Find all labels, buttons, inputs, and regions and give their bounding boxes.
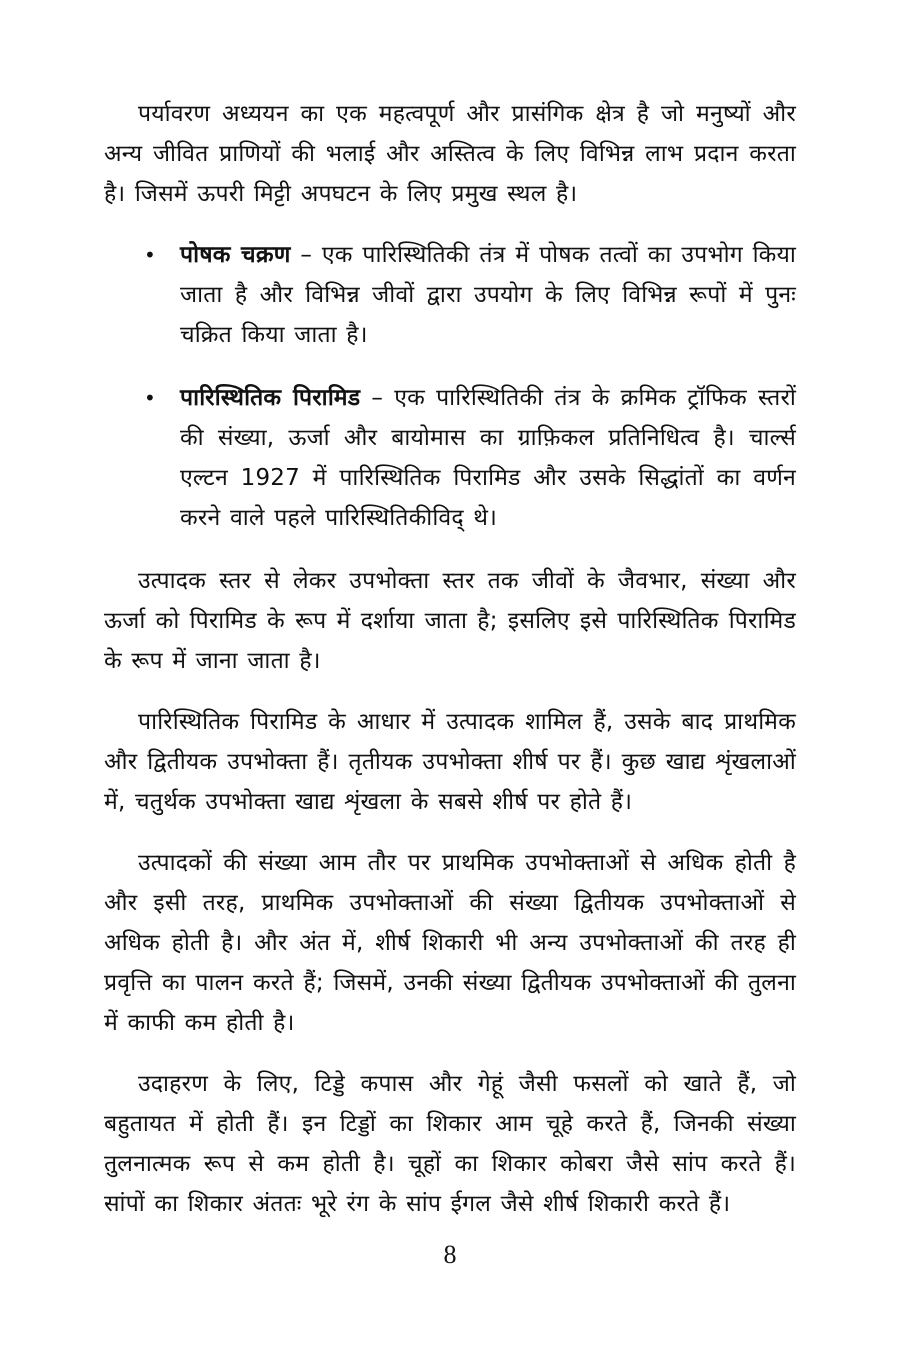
bullet-term: पोषक चक्रण — [180, 242, 291, 268]
bullet-item-nutrient-cycling — [104, 235, 796, 355]
bullet-list — [104, 235, 796, 538]
bullet-icon: • — [144, 243, 156, 267]
bullet-description: एक पारिस्थितिकी तंत्र में पोषक तत्वों का उपभोग किया जाता है और विभिन्न जीवों द्वारा उपयोग के लिए विभिन्न रूपों में पुनः चक्रित किया जाता है। — [180, 242, 796, 348]
bullet-description: एक पारिस्थितिकी तंत्र के क्रमिक ट्रॉफिक स्तरों की संख्या, ऊर्जा और बायोमास का ग्राफ़िकल प्रतिनिधित्व है। चार्ल्स एल्टन 1927 में पारिस्थितिक पिरामिड और उसके सिद्धांतों का वर्णन करने वाले पहले पारिस्थितिकीविद् थे। — [180, 385, 797, 531]
paragraph-biomass: उत्पादक स्तर से लेकर उपभोक्ता स्तर तक जीवों के जैवभार, संख्या और ऊर्जा को पिरामिड के रूप में दर्शाया जाता है; इसलिए इसे पारिस्थितिक पिरामिड के रूप में जाना जाता है। — [104, 568, 796, 674]
bullet-term: पारिस्थितिक पिरामिड — [180, 385, 361, 411]
bullet-text — [180, 378, 796, 538]
bullet-text — [180, 235, 796, 355]
page-content — [104, 94, 796, 1245]
paragraph-intro: पर्यावरण अध्ययन का एक महत्वपूर्ण और प्रासंगिक क्षेत्र है जो मनुष्यों और अन्य जीवित प्राणियों की भलाई और अस्तित्व के लिए विभिन्न लाभ प्रदान करता है। जिसमें ऊपरी मिट्टी अपघटन के लिए प्रमुख स्थल है। — [104, 101, 796, 207]
paragraph-pyramid-base: पारिस्थितिक पिरामिड के आधार में उत्पादक शामिल हैं, उसके बाद प्राथमिक और द्वितीयक उपभोक्ता हैं। तृतीयक उपभोक्ता शीर्ष पर हैं। कुछ खाद्य शृंखलाओं में, चतुर्थक उपभोक्ता खाद्य शृंखला के सबसे शीर्ष पर होते हैं। — [104, 709, 796, 815]
bullet-dash: – — [371, 385, 384, 411]
bullet-item-ecological-pyramid — [104, 378, 796, 538]
paragraph-producer-numbers: उत्पादकों की संख्या आम तौर पर प्राथमिक उपभोक्ताओं से अधिक होती है और इसी तरह, प्राथमिक उपभोक्ताओं की संख्या द्वितीयक उपभोक्ताओं से अधिक होती है। और अंत में, शीर्ष शिकारी भी अन्य उपभोक्ताओं की तरह ही प्रवृत्ति का पालन करते हैं; जिसमें, उनकी संख्या द्वितीयक उपभोक्ताओं की तुलना में काफी कम होती है। — [104, 850, 796, 1036]
paragraph-example-foodchain: उदाहरण के लिए, टिड्डे कपास और गेहूं जैसी फसलों को खाते हैं, जो बहुतायत में होती हैं। इन टिड्डों का शिकार आम चूहे करते हैं, जिनकी संख्या तुलनात्मक रूप से कम होती है। चूहों का शिकार कोबरा जैसे सांप करते हैं। सांपों का शिकार अंततः भूरे रंग के सांप ईगल जैसे शीर्ष शिकारी करते हैं। — [104, 1071, 796, 1217]
bullet-icon: • — [144, 386, 156, 410]
bullet-dash: – — [300, 242, 313, 268]
page-number: 8 — [443, 1240, 457, 1269]
